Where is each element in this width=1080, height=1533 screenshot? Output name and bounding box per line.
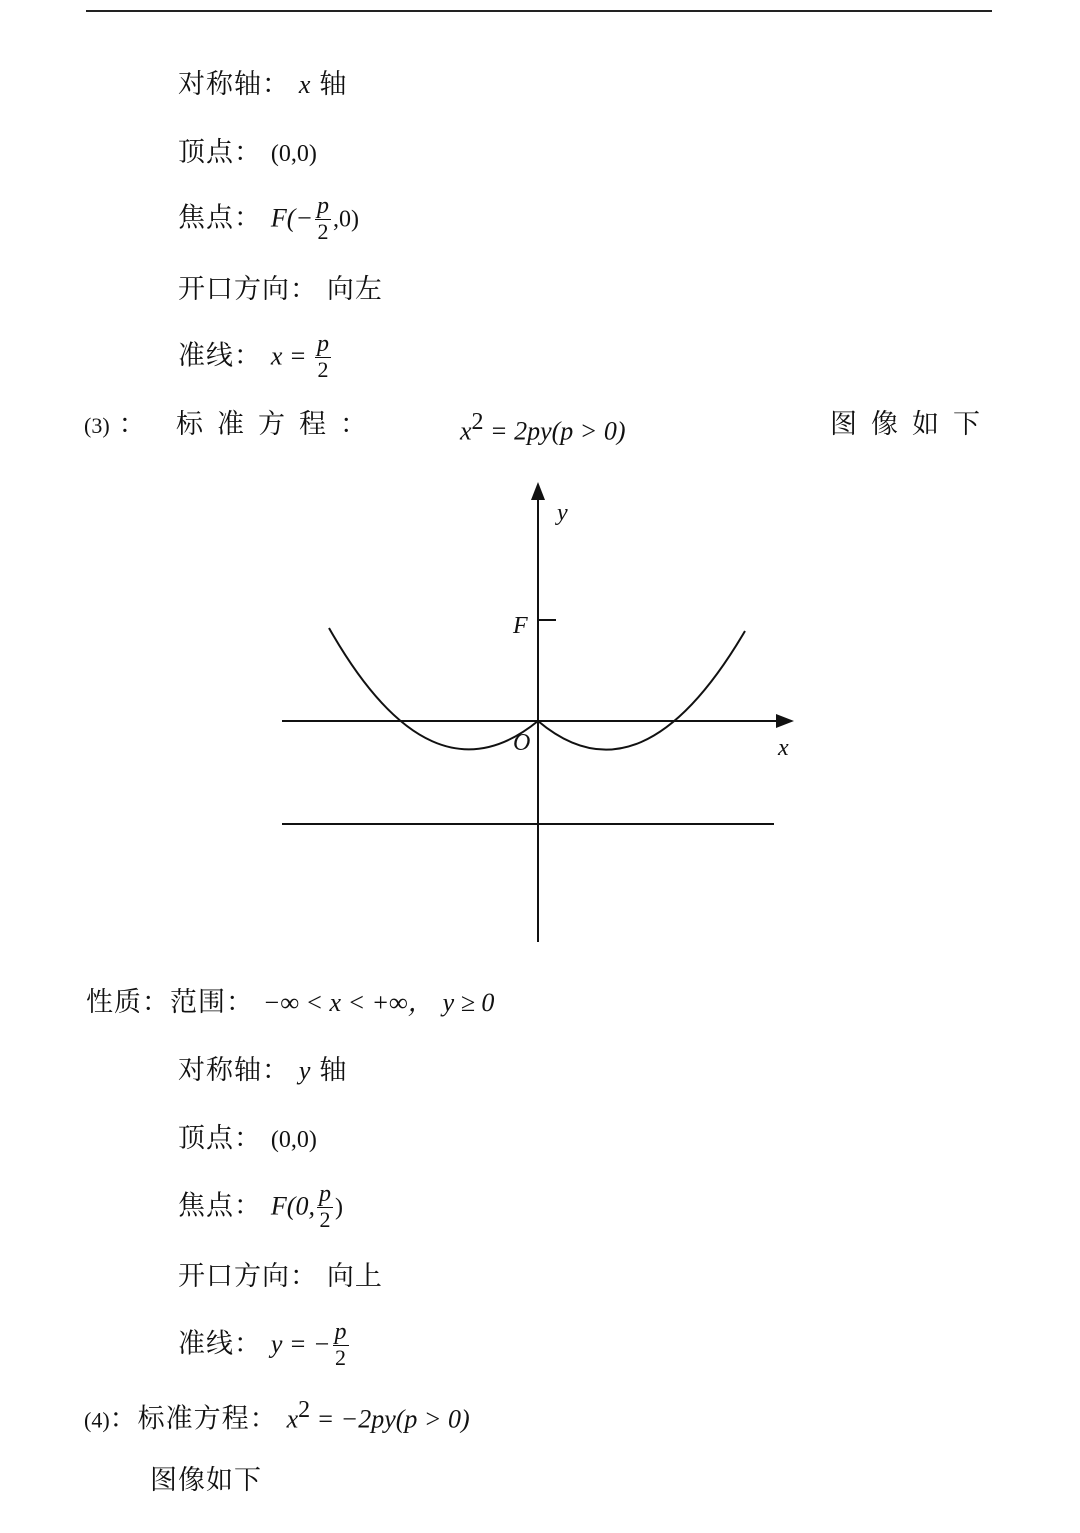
opening-direction-line-3: 开口方向： 向上	[178, 1261, 383, 1292]
x-axis-label: x	[778, 735, 789, 761]
section4-heading: (4)：标准方程： $x^2 = -2py(p > 0)$	[84, 1397, 470, 1435]
directrix-line-3: 准线： y = − $\frac{p}{2}$	[178, 1319, 347, 1371]
origin-label: O	[513, 730, 531, 756]
parabola-graph	[0, 470, 1080, 990]
range-line-3: 性质：范围： −∞ < x < +∞， y ≥ 0	[86, 987, 495, 1018]
y-axis-label: y	[557, 500, 568, 526]
focus-line-3: 焦点： F(0, $\frac{p}{2}$ )	[178, 1181, 343, 1233]
focus-label: F	[513, 613, 528, 639]
vertex-line-2: 顶点： (0,0)	[178, 137, 317, 168]
focus-fraction: $\frac{p}{2}$	[317, 193, 329, 245]
directrix-fraction: $\frac{p}{2}$	[317, 331, 329, 383]
section3-heading: (3) ：	[84, 409, 147, 440]
opening-direction-line-2: 开口方向： 向左	[178, 274, 383, 305]
y-axis-arrow	[531, 482, 545, 500]
x-axis-arrow	[776, 714, 794, 728]
axis-of-symmetry-line-2: 对称轴： x 轴	[178, 69, 348, 100]
top-rule	[86, 10, 992, 12]
directrix-line-2: 准线： x = $\frac{p}{2}$	[178, 331, 329, 383]
directrix-fraction-3: $\frac{p}{2}$	[334, 1319, 347, 1371]
vertex-line-3: 顶点： (0,0)	[178, 1123, 317, 1154]
section3-equation: $x^2 = 2py(p > 0)$	[460, 409, 626, 446]
section3-graph-caption: 图像如下	[830, 409, 994, 440]
focus-fraction-3: $\frac{p}{2}$	[318, 1181, 331, 1233]
focus-line-2: 焦点： F(− $\frac{p}{2}$ ,0)	[178, 193, 359, 245]
axis-of-symmetry-line-3: 对称轴： y 轴	[178, 1055, 348, 1086]
section3-title: 标准方程：	[176, 409, 381, 440]
section4-graph-caption: 图像如下	[150, 1465, 262, 1496]
